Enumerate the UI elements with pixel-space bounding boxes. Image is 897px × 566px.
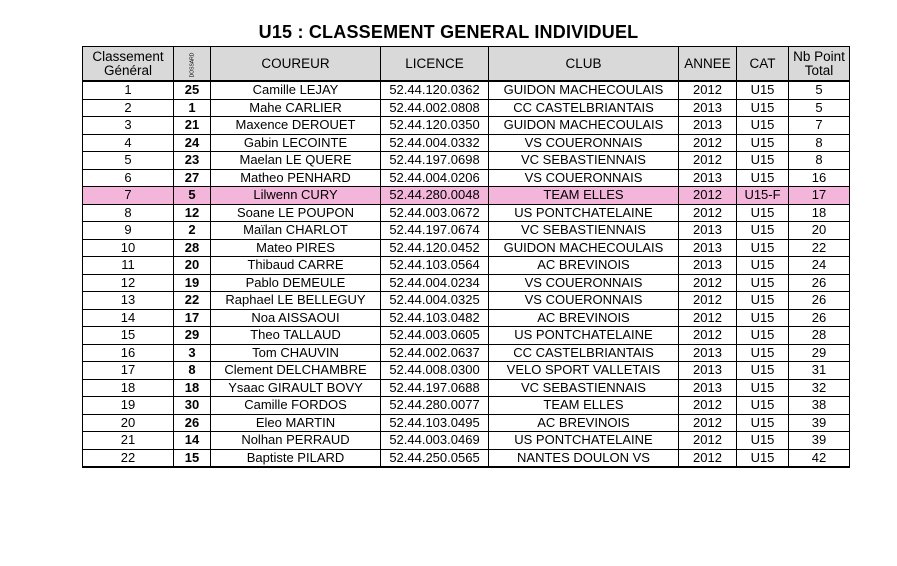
- points-cell: 26: [789, 309, 850, 327]
- club-cell: US PONTCHATELAINE: [489, 327, 679, 345]
- rank-cell: 15: [83, 327, 174, 345]
- coureur-cell: Ysaac GIRAULT BOVY: [211, 379, 381, 397]
- table-header-row: [83, 47, 850, 82]
- rank-cell: 2: [83, 99, 174, 117]
- points-cell: 18: [789, 204, 850, 222]
- club-cell: GUIDON MACHECOULAIS: [489, 81, 679, 99]
- points-cell: 31: [789, 362, 850, 380]
- coureur-cell: Raphael LE BELLEGUY: [211, 292, 381, 310]
- coureur-cell: Camille FORDOS: [211, 397, 381, 415]
- rank-cell: 19: [83, 397, 174, 415]
- cat-cell: U15: [737, 239, 789, 257]
- dossard-cell: 12: [174, 204, 211, 222]
- table-row: [83, 187, 850, 205]
- rank-cell: 21: [83, 432, 174, 450]
- header-classement: [83, 47, 174, 82]
- coureur-cell: Mateo PIRES: [211, 239, 381, 257]
- cat-cell: U15: [737, 257, 789, 275]
- dossard-cell: 29: [174, 327, 211, 345]
- club-cell: VC SEBASTIENNAIS: [489, 152, 679, 170]
- annee-cell: 2012: [679, 327, 737, 345]
- licence-cell: 52.44.120.0452: [381, 239, 489, 257]
- club-cell: VC SEBASTIENNAIS: [489, 222, 679, 240]
- table-row: [83, 449, 850, 467]
- club-cell: US PONTCHATELAINE: [489, 204, 679, 222]
- licence-cell: 52.44.197.0688: [381, 379, 489, 397]
- points-cell: 7: [789, 117, 850, 135]
- rank-cell: 22: [83, 449, 174, 467]
- licence-cell: 52.44.120.0362: [381, 81, 489, 99]
- points-cell: 16: [789, 169, 850, 187]
- points-cell: 29: [789, 344, 850, 362]
- annee-cell: 2013: [679, 169, 737, 187]
- rank-cell: 12: [83, 274, 174, 292]
- club-cell: VS COUERONNAIS: [489, 274, 679, 292]
- club-cell: VS COUERONNAIS: [489, 134, 679, 152]
- coureur-cell: Matheo PENHARD: [211, 169, 381, 187]
- header-points-line1: Nb Point: [793, 48, 845, 64]
- club-cell: AC BREVINOIS: [489, 309, 679, 327]
- rank-cell: 6: [83, 169, 174, 187]
- annee-cell: 2013: [679, 362, 737, 380]
- licence-cell: 52.44.002.0808: [381, 99, 489, 117]
- cat-cell: U15: [737, 117, 789, 135]
- dossard-cell: 24: [174, 134, 211, 152]
- header-dossard-label: DOSSARD: [188, 52, 195, 78]
- coureur-cell: Lilwenn CURY: [211, 187, 381, 205]
- rank-cell: 11: [83, 257, 174, 275]
- coureur-cell: Maïlan CHARLOT: [211, 222, 381, 240]
- licence-cell: 52.44.003.0672: [381, 204, 489, 222]
- licence-cell: 52.44.197.0698: [381, 152, 489, 170]
- club-cell: NANTES DOULON VS: [489, 449, 679, 467]
- cat-cell: U15: [737, 292, 789, 310]
- cat-cell: U15: [737, 432, 789, 450]
- licence-cell: 52.44.197.0674: [381, 222, 489, 240]
- cat-cell: U15: [737, 379, 789, 397]
- table-row: [83, 99, 850, 117]
- points-cell: 39: [789, 432, 850, 450]
- annee-cell: 2013: [679, 257, 737, 275]
- annee-cell: 2012: [679, 309, 737, 327]
- table-row: [83, 204, 850, 222]
- annee-cell: 2012: [679, 432, 737, 450]
- header-coureur: COUREUR: [211, 47, 381, 82]
- dossard-cell: 30: [174, 397, 211, 415]
- licence-cell: 52.44.103.0564: [381, 257, 489, 275]
- rank-cell: 1: [83, 81, 174, 99]
- page-title: U15 : CLASSEMENT GENERAL INDIVIDUEL: [258, 22, 639, 42]
- licence-cell: 52.44.103.0482: [381, 309, 489, 327]
- rank-cell: 14: [83, 309, 174, 327]
- table-row: [83, 257, 850, 275]
- points-cell: 5: [789, 99, 850, 117]
- cat-cell: U15: [737, 222, 789, 240]
- rank-cell: 17: [83, 362, 174, 380]
- licence-cell: 52.44.003.0469: [381, 432, 489, 450]
- header-annee: ANNEE: [679, 47, 737, 82]
- licence-cell: 52.44.120.0350: [381, 117, 489, 135]
- licence-cell: 52.44.004.0325: [381, 292, 489, 310]
- points-cell: 5: [789, 81, 850, 99]
- cat-cell: U15: [737, 169, 789, 187]
- points-cell: 26: [789, 292, 850, 310]
- dossard-cell: 17: [174, 309, 211, 327]
- dossard-cell: 15: [174, 449, 211, 467]
- points-cell: 42: [789, 449, 850, 467]
- coureur-cell: Pablo DEMEULE: [211, 274, 381, 292]
- rank-cell: 13: [83, 292, 174, 310]
- club-cell: VS COUERONNAIS: [489, 169, 679, 187]
- dossard-cell: 19: [174, 274, 211, 292]
- licence-cell: 52.44.280.0077: [381, 397, 489, 415]
- points-cell: 28: [789, 327, 850, 345]
- cat-cell: U15: [737, 99, 789, 117]
- cat-cell: U15: [737, 152, 789, 170]
- table-row: [83, 239, 850, 257]
- annee-cell: 2013: [679, 344, 737, 362]
- licence-cell: 52.44.250.0565: [381, 449, 489, 467]
- table-row: [83, 134, 850, 152]
- club-cell: VC SEBASTIENNAIS: [489, 379, 679, 397]
- coureur-cell: Clement DELCHAMBRE: [211, 362, 381, 380]
- licence-cell: 52.44.002.0637: [381, 344, 489, 362]
- table-row: [83, 397, 850, 415]
- rank-cell: 5: [83, 152, 174, 170]
- table-row: [83, 81, 850, 99]
- rank-cell: 7: [83, 187, 174, 205]
- club-cell: GUIDON MACHECOULAIS: [489, 239, 679, 257]
- annee-cell: 2012: [679, 449, 737, 467]
- dossard-cell: 28: [174, 239, 211, 257]
- cat-cell: U15: [737, 362, 789, 380]
- coureur-cell: Theo TALLAUD: [211, 327, 381, 345]
- table-row: [83, 117, 850, 135]
- coureur-cell: Maxence DEROUET: [211, 117, 381, 135]
- dossard-cell: 5: [174, 187, 211, 205]
- club-cell: CC CASTELBRIANTAIS: [489, 344, 679, 362]
- header-classement-line2: Général: [103, 62, 153, 78]
- club-cell: AC BREVINOIS: [489, 257, 679, 275]
- coureur-cell: Nolhan PERRAUD: [211, 432, 381, 450]
- dossard-cell: 27: [174, 169, 211, 187]
- rank-cell: 4: [83, 134, 174, 152]
- ranking-table: [82, 46, 850, 468]
- cat-cell: U15: [737, 274, 789, 292]
- dossard-cell: 25: [174, 81, 211, 99]
- annee-cell: 2013: [679, 117, 737, 135]
- header-classement-line1: Classement: [92, 48, 164, 64]
- licence-cell: 52.44.280.0048: [381, 187, 489, 205]
- annee-cell: 2013: [679, 379, 737, 397]
- coureur-cell: Maelan LE QUERE: [211, 152, 381, 170]
- cat-cell: U15: [737, 344, 789, 362]
- coureur-cell: Tom CHAUVIN: [211, 344, 381, 362]
- club-cell: TEAM ELLES: [489, 187, 679, 205]
- header-points-line2: Total: [804, 62, 834, 78]
- coureur-cell: Camille LEJAY: [211, 81, 381, 99]
- table-row: [83, 379, 850, 397]
- cat-cell: U15: [737, 397, 789, 415]
- points-cell: 22: [789, 239, 850, 257]
- dossard-cell: 2: [174, 222, 211, 240]
- dossard-cell: 3: [174, 344, 211, 362]
- club-cell: AC BREVINOIS: [489, 414, 679, 432]
- coureur-cell: Mahe CARLIER: [211, 99, 381, 117]
- coureur-cell: Soane LE POUPON: [211, 204, 381, 222]
- table-row: [83, 169, 850, 187]
- table-body: [83, 81, 850, 467]
- cat-cell: U15: [737, 204, 789, 222]
- points-cell: 17: [789, 187, 850, 205]
- licence-cell: 52.44.003.0605: [381, 327, 489, 345]
- table-row: [83, 414, 850, 432]
- coureur-cell: Gabin LECOINTE: [211, 134, 381, 152]
- dossard-cell: 26: [174, 414, 211, 432]
- dossard-cell: 8: [174, 362, 211, 380]
- dossard-cell: 23: [174, 152, 211, 170]
- table-row: [83, 222, 850, 240]
- club-cell: GUIDON MACHECOULAIS: [489, 117, 679, 135]
- dossard-cell: 22: [174, 292, 211, 310]
- club-cell: US PONTCHATELAINE: [489, 432, 679, 450]
- header-club: CLUB: [489, 47, 679, 82]
- points-cell: 26: [789, 274, 850, 292]
- cat-cell: U15: [737, 327, 789, 345]
- licence-cell: 52.44.004.0332: [381, 134, 489, 152]
- dossard-cell: 14: [174, 432, 211, 450]
- rank-cell: 16: [83, 344, 174, 362]
- annee-cell: 2013: [679, 239, 737, 257]
- table-row: [83, 152, 850, 170]
- header-cat: CAT: [737, 47, 789, 82]
- cat-cell: U15: [737, 81, 789, 99]
- annee-cell: 2012: [679, 81, 737, 99]
- header-licence: LICENCE: [381, 47, 489, 82]
- annee-cell: 2012: [679, 397, 737, 415]
- points-cell: 24: [789, 257, 850, 275]
- dossard-cell: 21: [174, 117, 211, 135]
- points-cell: 38: [789, 397, 850, 415]
- club-cell: VS COUERONNAIS: [489, 292, 679, 310]
- annee-cell: 2012: [679, 414, 737, 432]
- annee-cell: 2012: [679, 134, 737, 152]
- rank-cell: 8: [83, 204, 174, 222]
- annee-cell: 2012: [679, 292, 737, 310]
- rank-cell: 9: [83, 222, 174, 240]
- points-cell: 32: [789, 379, 850, 397]
- table-row: [83, 327, 850, 345]
- coureur-cell: Noa AISSAOUI: [211, 309, 381, 327]
- annee-cell: 2012: [679, 187, 737, 205]
- annee-cell: 2013: [679, 222, 737, 240]
- annee-cell: 2012: [679, 152, 737, 170]
- points-cell: 39: [789, 414, 850, 432]
- dossard-cell: 18: [174, 379, 211, 397]
- licence-cell: 52.44.004.0206: [381, 169, 489, 187]
- annee-cell: 2013: [679, 99, 737, 117]
- table-row: [83, 344, 850, 362]
- table-row: [83, 362, 850, 380]
- table-row: [83, 292, 850, 310]
- licence-cell: 52.44.103.0495: [381, 414, 489, 432]
- annee-cell: 2012: [679, 204, 737, 222]
- table-row: [83, 309, 850, 327]
- rank-cell: 10: [83, 239, 174, 257]
- annee-cell: 2012: [679, 274, 737, 292]
- coureur-cell: Baptiste PILARD: [211, 449, 381, 467]
- rank-cell: 3: [83, 117, 174, 135]
- licence-cell: 52.44.004.0234: [381, 274, 489, 292]
- table-row: [83, 432, 850, 450]
- club-cell: VELO SPORT VALLETAIS: [489, 362, 679, 380]
- dossard-cell: 20: [174, 257, 211, 275]
- table-row: [83, 274, 850, 292]
- points-cell: 8: [789, 134, 850, 152]
- cat-cell: U15: [737, 309, 789, 327]
- header-dossard: [174, 47, 211, 82]
- coureur-cell: Thibaud CARRE: [211, 257, 381, 275]
- club-cell: TEAM ELLES: [489, 397, 679, 415]
- points-cell: 20: [789, 222, 850, 240]
- licence-cell: 52.44.008.0300: [381, 362, 489, 380]
- header-points: [789, 47, 850, 82]
- dossard-cell: 1: [174, 99, 211, 117]
- rank-cell: 20: [83, 414, 174, 432]
- cat-cell: U15: [737, 134, 789, 152]
- cat-cell: U15: [737, 449, 789, 467]
- cat-cell: U15: [737, 414, 789, 432]
- coureur-cell: Eleo MARTIN: [211, 414, 381, 432]
- club-cell: CC CASTELBRIANTAIS: [489, 99, 679, 117]
- points-cell: 8: [789, 152, 850, 170]
- cat-cell: U15-F: [737, 187, 789, 205]
- rank-cell: 18: [83, 379, 174, 397]
